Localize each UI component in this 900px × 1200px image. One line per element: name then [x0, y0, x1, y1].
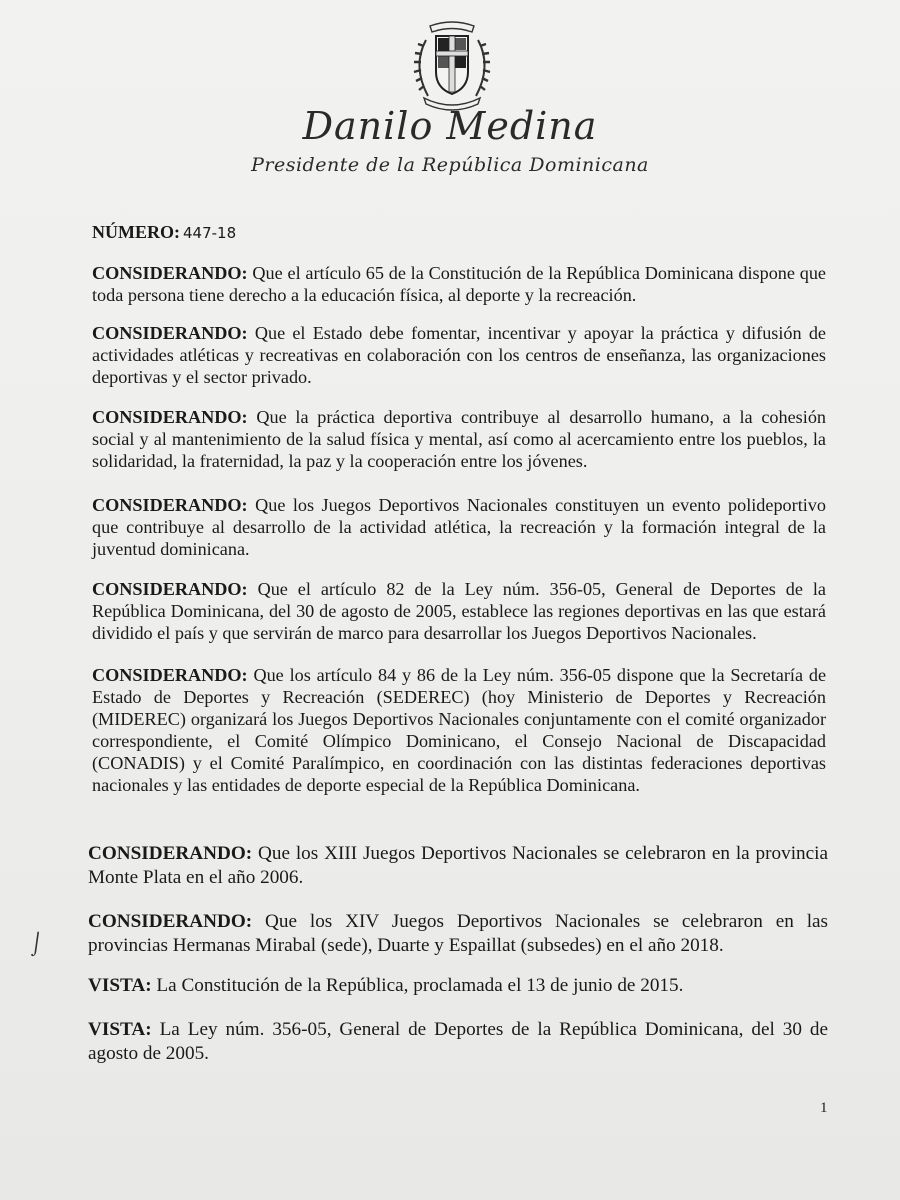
paragraph [88, 910, 828, 958]
paragraph [92, 664, 826, 796]
paragraph-lead: CONSIDERANDO: [92, 323, 248, 343]
paragraph-lead: CONSIDERANDO: [92, 579, 248, 599]
paragraph-lead: CONSIDERANDO: [92, 263, 248, 283]
paragraph-text: Que el Estado debe fomentar, incentivar y apoyar la práctica y difusión de actividades atléticas y recreativas en colaboración con los centros de enseñanza, las organizaciones deportivas y el sector privado. [92, 323, 827, 387]
paragraph-lead: CONSIDERANDO: [92, 407, 248, 427]
paragraph [92, 494, 826, 560]
paragraph [92, 578, 826, 644]
signature-name: Danilo Medina [302, 104, 598, 148]
paragraph-text: Que la práctica deportiva contribuye al desarrollo humano, a la cohesión social y al mantenimiento de la salud física y mental, así como al acercamiento entre los pueblos, la solidaridad, la fraternidad, la paz y la cooperación entre los jóvenes. [92, 407, 827, 471]
paragraph-lead: CONSIDERANDO: [92, 495, 248, 515]
paragraph-lead: CONSIDERANDO: [88, 911, 253, 932]
paragraph-text: Que los XIII Juegos Deportivos Nacionales se celebraron en la provincia Monte Plata en el año 2006. [88, 843, 829, 888]
paragraph [88, 974, 828, 998]
margin-pen-mark: ⌡ [28, 929, 46, 956]
signature-title: Presidente de la República Dominicana [251, 154, 649, 176]
paragraph [92, 322, 826, 388]
paragraph-text: Que el artículo 65 de la Constitución de la República Dominicana dispone que toda persona tiene derecho a la educación física, al deporte y la recreación. [92, 263, 827, 305]
paragraph-text: La Constitución de la República, proclamada el 13 de junio de 2015. [156, 975, 684, 996]
paragraph-lead: CONSIDERANDO: [88, 843, 253, 864]
paragraph-lead: VISTA: [88, 1019, 152, 1040]
paragraph-lead: CONSIDERANDO: [92, 665, 248, 685]
decree-number-value: 447-18 [183, 224, 237, 242]
paragraph [88, 842, 828, 890]
paragraph-lead: VISTA: [88, 975, 152, 996]
paragraph-text: Que los XIV Juegos Deportivos Nacionales se celebraron en las provincias Hermanas Mirabal (sede), Duarte y Espaillat (subsedes) en el año 2018. [88, 911, 829, 956]
decree-number [92, 222, 236, 243]
paragraph [92, 262, 826, 306]
paragraph-text: Que el artículo 82 de la Ley núm. 356-05, General de Deportes de la República Dominicana, del 30 de agosto de 2005, establece las regiones deportivas en las que estará dividido el país y que servirán de marco para desarrollar los Juegos Deportivos Nacionales. [92, 579, 826, 643]
coat-of-arms-seal-icon [402, 16, 502, 112]
paragraph [92, 406, 826, 472]
decree-number-label: NÚMERO: [92, 222, 180, 242]
paragraph-text: Que los artículo 84 y 86 de la Ley núm. 356-05 dispone que la Secretaría de Estado de Deportes y Recreación (SEDEREC) (hoy Ministerio de Deportes y Recreación (MIDEREC) organizará los Juegos Deportivos Nacionales conjuntamente con el comité organizador correspondiente, el Comité Olímpico Dominicano, el Consejo Nacional de Discapacidad (CONADIS) y el Comité Paralímpico, en coordinación con las distintas federaciones deportivas nacionales y las entidades de deporte especial de la República Dominicana. [92, 665, 827, 795]
paragraph [88, 1018, 828, 1066]
page-number: 1 [820, 1100, 828, 1116]
paragraph-text: La Ley núm. 356-05, General de Deportes de la República Dominicana, del 30 de agosto de 2005. [88, 1019, 828, 1064]
paragraph-text: Que los Juegos Deportivos Nacionales constituyen un evento polideportivo que contribuye al desarrollo de la actividad atlética, la recreación y la formación integral de la juventud dominicana. [92, 495, 826, 559]
